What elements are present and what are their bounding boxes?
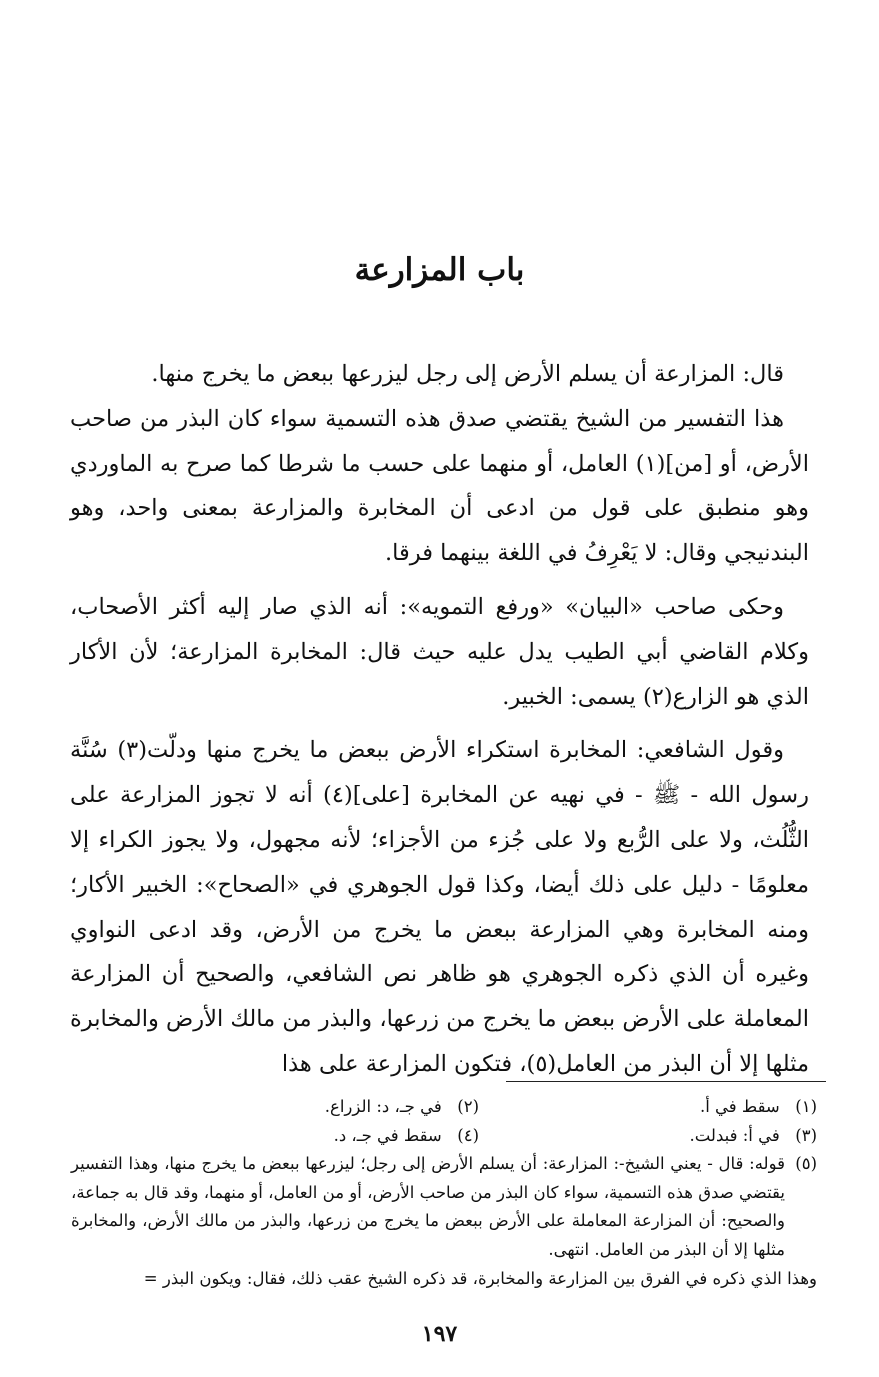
paragraph-1: قال: المزارعة أن يسلم الأرض إلى رجل ليزرعها ببعض ما يخرج منها.: [151, 361, 784, 387]
footnote-1-text: سقط في أ.: [699, 1097, 780, 1116]
footnote-3: [479, 1122, 817, 1151]
footnotes: [71, 1093, 817, 1293]
footnote-5-number: (٥): [795, 1154, 817, 1174]
paragraph-2: هذا التفسير من الشيخ يقتضي صدق هذه التسمية سواء كان البذر من صاحب الأرض، أو [من](١) العامل، أو منهما على حسب ما شرطا كما صرح به الماوردي وهو منطبق على قول من ادعى أن المخابرة والمزارعة بمعنى واحد، وهو البندنيجي وقال: لا يَعْرِفُ في اللغة بينهما فرقا.: [70, 405, 809, 567]
footnote-row-2: [71, 1122, 817, 1151]
paragraph-4: وقول الشافعي: المخابرة استكراء الأرض ببعض ما يخرج منها ودلّت(٣) سُنَّة رسول الله - ﷺ - في نهيه عن المخابرة [على](٤) أنه لا تجوز المزارعة على الثُّلُث، ولا على الرُّبع ولا على جُزء من الأجزاء؛ لأنه مجهول، ولا يجوز الكراء إلا معلومًا - دليل على ذلك أيضا، وكذا قول الجوهري في «الصحاح»: الخبير الأكار؛ ومنه المخابرة وهي المزارعة ببعض ما يخرج من الأرض، وقد ادعى النواوي وغيره أن الذي ذكره الجوهري هو ظاهر نص الشافعي، والصحيح أن المزارعة المعاملة على الأرض ببعض ما يخرج من زرعها، والبذر من مالك الأرض والمخابرة مثلها إلا أن البذر من العامل(٥)، فتكون المزارعة على هذا: [70, 737, 810, 1077]
footnote-separator: [506, 1081, 826, 1082]
footnote-3-text: في أ: فبدلت.: [689, 1125, 780, 1145]
footnote-2: [141, 1093, 479, 1122]
footnote-3-number: (٣): [795, 1125, 817, 1145]
footnote-4-text: سقط في جـ، د.: [333, 1125, 442, 1145]
footnote-1: [479, 1093, 817, 1122]
footnote-5: [71, 1150, 817, 1264]
main-text: [70, 352, 809, 1087]
footnote-1-number: (١): [795, 1097, 817, 1116]
footnote-2-text: في جـ، د: الزراع.: [324, 1097, 442, 1116]
footnote-4-number: (٤): [457, 1125, 479, 1145]
footnote-4: [141, 1122, 479, 1151]
footnote-continuation: وهذا الذي ذكره في الفرق بين المزارعة والمخابرة، قد ذكره الشيخ عقب ذلك، فقال: ويكون البذر =: [143, 1268, 817, 1288]
footnote-5-text: قوله: قال - يعني الشيخ-: المزارعة: أن يسلم الأرض إلى رجل؛ ليزرعها ببعض ما يخرج منها، وهذا التفسير يقتضي صدق هذه التسمية، سواء كان البذر من صاحب الأرض، أو من العامل، أو منهما، وقد قال به جماعة، والصحيح: أن المزارعة المعاملة على الأرض ببعض ما يخرج من زرعها، والبذر من مالك الأرض، والمخابرة مثلها إلا أن البذر من العامل. انتهى.: [71, 1154, 785, 1259]
page-number: ١٩٧: [421, 1321, 458, 1347]
chapter-title: باب المزارعة: [354, 252, 525, 288]
footnote-2-number: (٢): [457, 1097, 479, 1116]
paragraph-3: وحكى صاحب «البيان» «ورفع التمويه»: أنه الذي صار إليه أكثر الأصحاب، وكلام القاضي أبي الطيب يدل عليه حيث قال: المخابرة المزارعة؛ لأن الأكار الذي هو الزارع(٢) يسمى: الخبير.: [70, 593, 809, 710]
footnote-row-1: [71, 1093, 817, 1122]
